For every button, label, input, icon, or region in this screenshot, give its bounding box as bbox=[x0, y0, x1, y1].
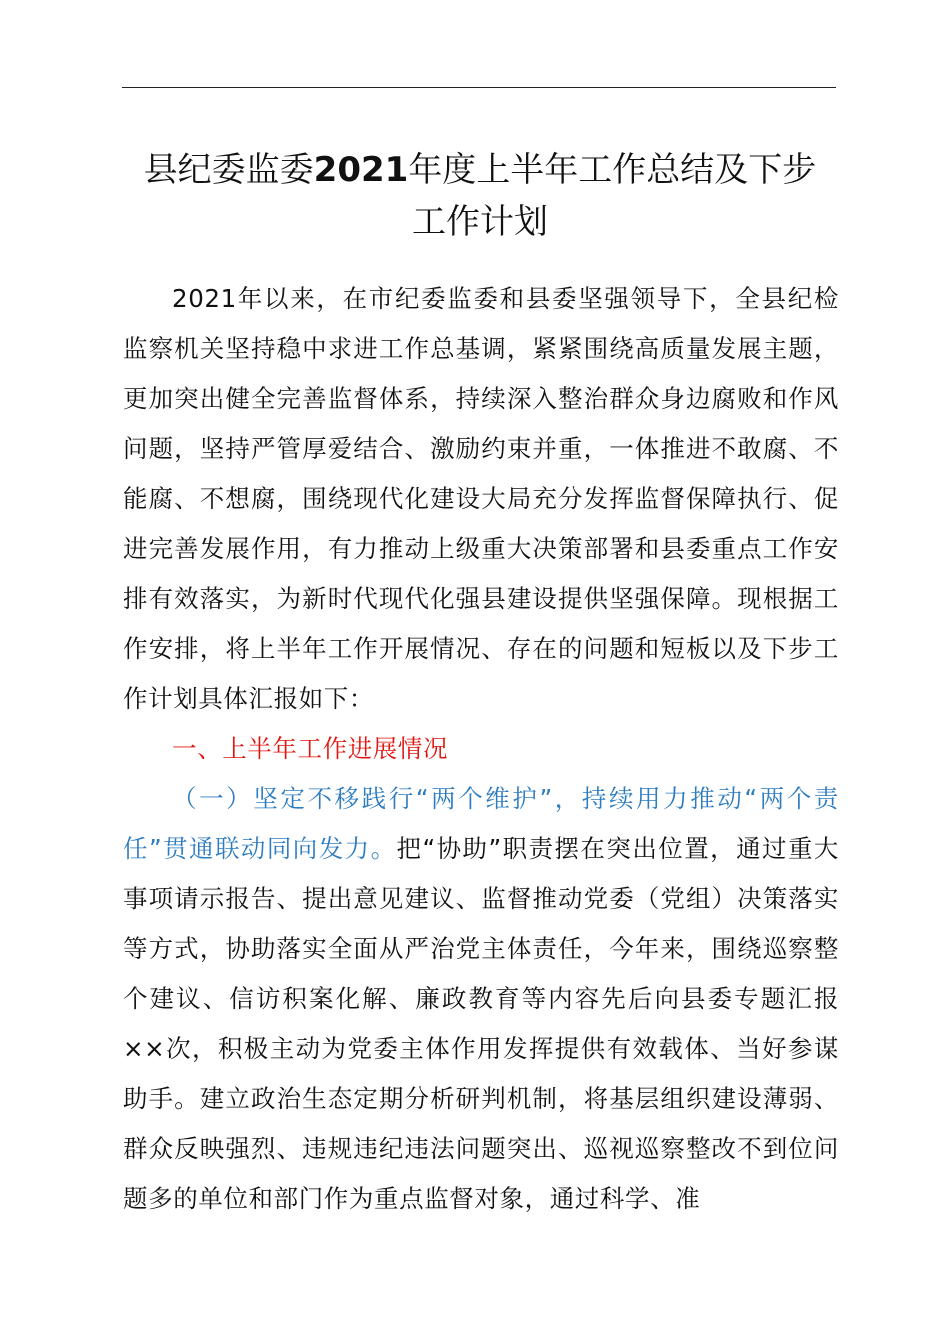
intro-paragraph: 2021年以来，在市纪委监委和县委坚强领导下，全县纪检监察机关坚持稳中求进工作总基调，紧紧围绕高质量发展主题，更加突出健全完善监督体系，持续深入整治群众身边腐败和作风问题，坚持严管厚爱结合、激励约束并重，一体推进不敢腐、不能腐、不想腐，围绕现代化建设大局充分发挥监督保障执行、促进完善发展作用，有力推动上级重大决策部署和县委重点工作安排有效落实，为新时代现代化强县建设提供坚强保障。现根据工作安排，将上半年工作开展情况、存在的问题和短板以及下步工作计划具体汇报如下： bbox=[123, 284, 839, 713]
document-body bbox=[123, 274, 839, 1224]
title-line-2: 工作计划 bbox=[412, 202, 548, 242]
title-year: 2021 bbox=[313, 150, 409, 190]
document-title bbox=[110, 144, 850, 248]
header-rule bbox=[122, 87, 836, 88]
subsection-paragraph bbox=[123, 774, 839, 1224]
subsection-lead: （一）坚定不移践行“两个维护”，持续用力推动“两个责任”贯通联动同向发力。 bbox=[123, 784, 839, 863]
title-suffix: 年度上半年工作总结及下步 bbox=[408, 150, 817, 190]
subsection-body: 把“协助”职责摆在突出位置，通过重大事项请示报告、提出意见建议、监督推动党委（党组）决策落实等方式，协助落实全面从严治党主体责任，今年来，围绕巡察整个建议、信访积案化解、廉政教育等内容先后向县委专题汇报××次，积极主动为党委主体作用发挥提供有效载体、当好参谋助手。建立政治生态定期分析研判机制，将基层组织建设薄弱、群众反映强烈、违规违纪违法问题突出、巡视巡察整改不到位问题多的单位和部门作为重点监督对象，通过科学、准 bbox=[123, 834, 839, 1213]
section-heading: 一、上半年工作进展情况 bbox=[172, 734, 449, 763]
title-prefix: 县纪委监委 bbox=[143, 150, 314, 190]
